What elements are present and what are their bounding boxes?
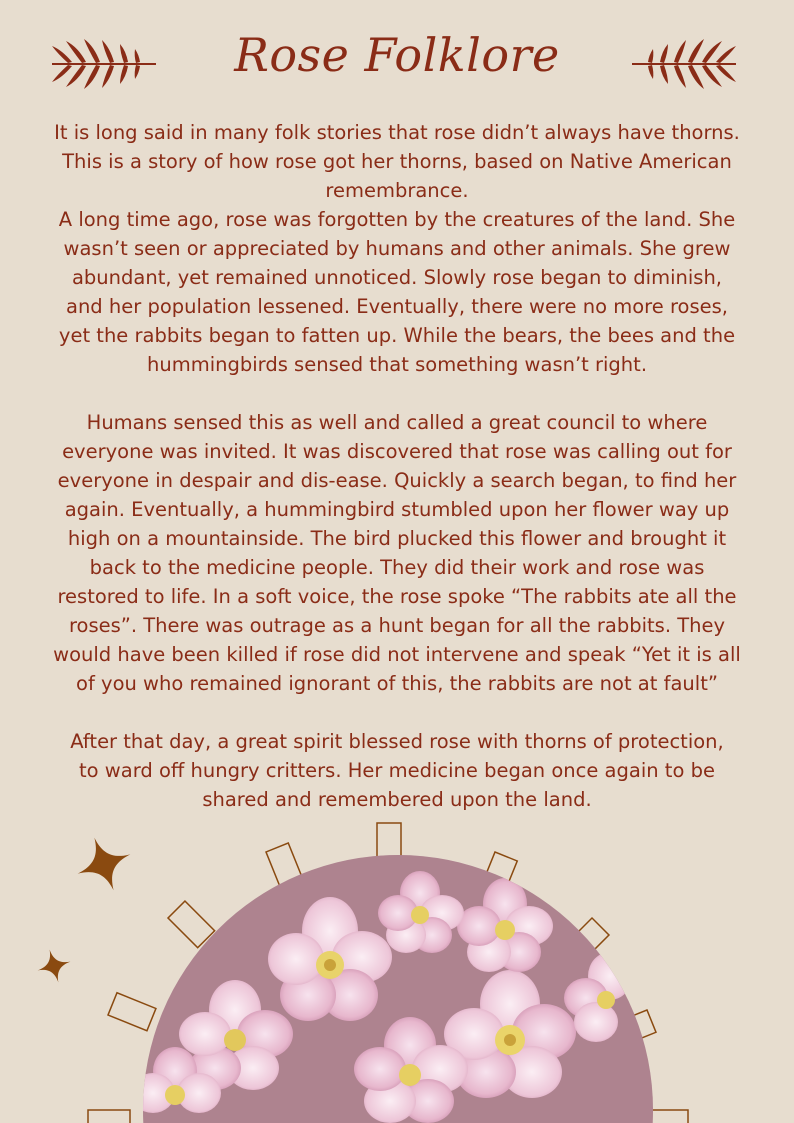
story-line: yet the rabbits began to fatten up. While the bears, the bees and the (58, 324, 736, 347)
story-line: high on a mountainside. The bird plucked this flower and brought it (67, 527, 727, 550)
story-paragraph-2 (28, 408, 766, 698)
story-line: would have been killed if rose did not intervene and speak “Yet it is all (53, 643, 741, 666)
story-line: A long time ago, rose was forgotten by the creatures of the land. She (58, 208, 736, 231)
story-line: remembrance. (325, 179, 469, 202)
story-line: After that day, a great spirit blessed rose with thorns of protection, (70, 730, 724, 753)
story-line: of you who remained ignorant of this, the rabbits are not at fault” (76, 672, 718, 695)
fern-leaf-icon (628, 36, 740, 92)
story-line: This is a story of how rose got her thorns, based on Native American (62, 150, 732, 173)
story-line: It is long said in many folk stories that rose didn’t always have thorns. (54, 121, 740, 144)
story-line: shared and remembered upon the land. (202, 788, 592, 811)
page-title: Rose Folklore (234, 28, 560, 82)
story-line: again. Eventually, a hummingbird stumbled upon her flower way up (64, 498, 730, 521)
story-line: roses”. There was outrage as a hunt began for all the rabbits. They (68, 614, 726, 637)
wild-rose-photo (0, 815, 794, 1123)
story-text (28, 118, 766, 814)
story-line: abundant, yet remained unnoticed. Slowly rose began to diminish, (71, 266, 723, 289)
story-line: hummingbirds sensed that something wasn’t right. (146, 353, 648, 376)
story-paragraph-3 (28, 727, 766, 814)
story-line: back to the medicine people. They did their work and rose was (89, 556, 705, 579)
story-line: and her population lessened. Eventually, there were no more roses, (66, 295, 728, 318)
story-line: everyone was invited. It was discovered that rose was calling out for (62, 440, 732, 463)
story-line: to ward off hungry critters. Her medicine began once again to be (79, 759, 715, 782)
story-line: wasn’t seen or appreciated by humans and other animals. She grew (63, 237, 731, 260)
story-line: Humans sensed this as well and called a great council to where (86, 411, 708, 434)
story-line: everyone in despair and dis-ease. Quickly a search began, to find her (57, 469, 737, 492)
story-paragraph-1 (28, 118, 766, 379)
story-line: restored to life. In a soft voice, the rose spoke “The rabbits ate all the (57, 585, 737, 608)
